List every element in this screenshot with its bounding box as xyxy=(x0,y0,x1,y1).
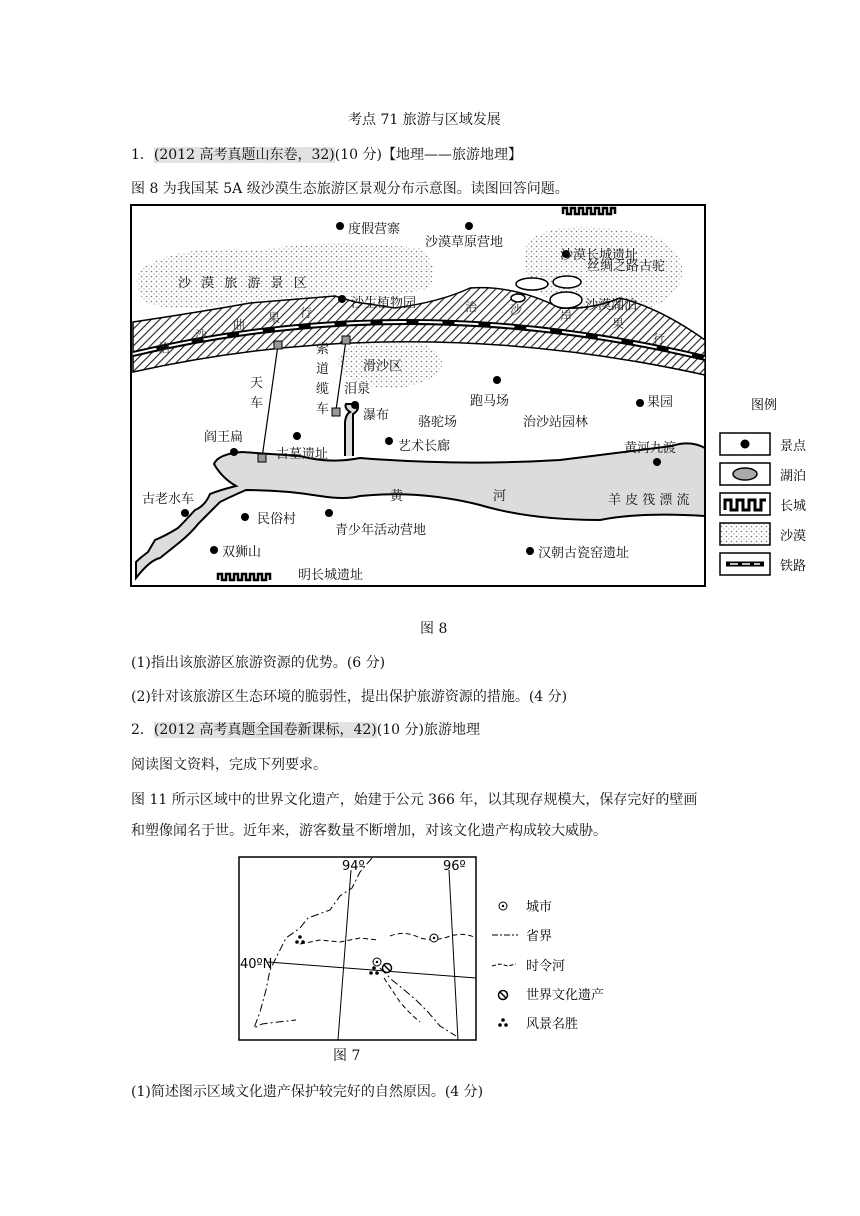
legend-item: 湖泊 xyxy=(780,469,807,484)
label-orchard: 果园 xyxy=(647,395,674,410)
spot-dot xyxy=(493,376,501,384)
spot-dot xyxy=(181,509,189,517)
label-cableway: 缆 xyxy=(316,382,330,397)
label-cableway: 道 xyxy=(316,362,330,377)
question-1-sub2: (2)针对该旅游区生态环境的脆弱性，提出保护旅游资源的措施。(4 分) xyxy=(131,689,568,705)
wall-char: 果 xyxy=(268,311,281,325)
spot-dot xyxy=(338,295,346,303)
label-wall-ruins: 沙漠长城遗址 xyxy=(560,248,639,263)
figure-7-caption: 图 7 xyxy=(333,1048,361,1064)
legend-seasonal-river: 时令河 xyxy=(526,959,566,974)
question-1-number: 1． xyxy=(131,147,154,163)
label-tomb: 古墓遗址 xyxy=(276,447,329,462)
map8-legend xyxy=(720,398,807,575)
spot-dot xyxy=(230,448,238,456)
wall-char: 果 xyxy=(612,317,625,331)
label-resort: 度假营寨 xyxy=(348,222,401,237)
wall-char: 沙 xyxy=(195,328,208,342)
wall-char: 曲 xyxy=(233,318,246,332)
spot-dot xyxy=(325,509,333,517)
wall-char: 治 xyxy=(158,341,171,355)
figure-7-map xyxy=(0,850,860,1050)
legend-heritage: 世界文化遗产 xyxy=(526,988,605,1003)
legend-title: 图例 xyxy=(751,398,778,413)
lat-40-label: 40ºN xyxy=(240,957,273,972)
question-2-source: (2012 高考真题全国卷新课标，42) xyxy=(153,722,377,738)
label-cableway: 车 xyxy=(316,402,330,417)
label-shuangshi: 双狮山 xyxy=(222,545,262,560)
label-camel: 骆驼场 xyxy=(418,415,458,430)
spot-dot xyxy=(293,432,301,440)
skycar-station xyxy=(274,341,282,349)
label-yellow: 黄 xyxy=(390,489,404,504)
question-2-para-line1: 图 11 所示区域中的世界文化遗产，始建于公元 366 年，以其现存规模大，保存完好的壁画 xyxy=(131,792,698,808)
question-2-intro: 阅读图文资料，完成下列要求。 xyxy=(131,757,327,773)
legend-item: 长城 xyxy=(780,499,807,514)
question-1-header xyxy=(131,146,522,164)
label-cableway: 索 xyxy=(316,342,330,357)
spot-dot xyxy=(351,401,359,409)
question-1-source: (2012 高考真题山东卷，32) xyxy=(153,147,335,163)
spot-dot xyxy=(526,547,534,555)
lon-94-label: 94º xyxy=(342,859,365,874)
cableway-station xyxy=(342,336,350,344)
spot-dot xyxy=(465,222,473,230)
label-garden: 沙生植物园 xyxy=(351,296,417,311)
label-skycar: 车 xyxy=(250,396,264,411)
question-1-sub1: (1)指出该旅游区旅游资源的优势。(6 分) xyxy=(131,655,386,671)
question-2-header xyxy=(131,721,480,739)
label-youth-camp: 青少年活动营地 xyxy=(335,523,427,538)
label-river: 河 xyxy=(493,489,507,504)
cableway-station xyxy=(332,408,340,416)
label-gallery: 艺术长廊 xyxy=(398,439,451,454)
question-2-points: (10 分)旅游地理 xyxy=(376,722,480,738)
wall-char: 岸 xyxy=(560,309,573,323)
wall-char: 行 xyxy=(653,332,666,346)
lake xyxy=(550,292,582,308)
wall-char: 治 xyxy=(465,300,478,314)
skycar-station xyxy=(258,454,266,462)
spot-dot xyxy=(210,546,218,554)
legend-item: 铁路 xyxy=(780,559,807,574)
question-2-para-line2: 和塑像闻名于世。近年来，游客数量不断增加，对该文化遗产构成较大威胁。 xyxy=(131,823,607,839)
legend-item: 景点 xyxy=(780,439,807,454)
question-1-intro: 图 8 为我国某 5A 级沙漠生态旅游区景观分布示意图。读图回答问题。 xyxy=(131,181,569,197)
map7-legend xyxy=(492,900,604,1032)
legend-city: 城市 xyxy=(526,900,553,915)
label-silk-road: 丝绸之路古驼 xyxy=(587,259,666,274)
label-desert-area: 沙 漠 旅 游 景 区 xyxy=(178,276,310,291)
lon-96-label: 96º xyxy=(443,859,466,874)
map7-frame xyxy=(239,857,476,1040)
legend-province: 省界 xyxy=(526,929,553,944)
section-title: 考点 71 旅游与区域发展 xyxy=(348,112,501,128)
spot-dot xyxy=(336,222,344,230)
spot-dot xyxy=(636,399,644,407)
label-sand-slide: 滑沙区 xyxy=(363,359,403,374)
figure-8-caption: 图 8 xyxy=(420,621,448,637)
label-racecourse: 跑马场 xyxy=(470,394,510,409)
wall-char: 行 xyxy=(300,306,313,320)
legend-scenic: 风景名胜 xyxy=(526,1017,579,1032)
label-waterfall: 瀑布 xyxy=(363,408,390,423)
label-spring: 泪泉 xyxy=(344,382,371,397)
lake xyxy=(511,294,525,302)
figure-8-map xyxy=(0,190,860,630)
spot-dot xyxy=(653,458,661,466)
label-waterwheel: 古老水车 xyxy=(142,492,195,507)
lake xyxy=(553,276,581,288)
wall-char: 沙 xyxy=(510,303,523,317)
label-raft: 羊 皮 筏 漂 流 xyxy=(608,493,690,508)
question-2-sub1: (1)简述图示区域文化遗产保护较完好的自然原因。(4 分) xyxy=(131,1084,484,1100)
label-grassland-camp: 沙漠草原营地 xyxy=(425,235,504,250)
legend-item: 沙漠 xyxy=(780,529,807,544)
question-1-points: (10 分)【地理——旅游地理】 xyxy=(334,147,522,163)
spot-dot xyxy=(385,437,393,445)
label-ming-wall: 明长城遗址 xyxy=(298,568,364,583)
question-2-number: 2． xyxy=(131,722,154,738)
label-skycar: 天 xyxy=(250,376,264,391)
label-ferry: 黄河九渡 xyxy=(624,441,677,456)
lake xyxy=(516,278,548,290)
label-folk: 民俗村 xyxy=(257,512,297,527)
label-station-garden: 治沙站园林 xyxy=(523,415,589,430)
label-yanwang: 阎王扁 xyxy=(204,430,244,445)
spot-dot xyxy=(241,513,249,521)
label-kiln: 汉朝古瓷窑遗址 xyxy=(538,546,630,561)
label-lake: 沙漠湖泊 xyxy=(585,298,638,313)
